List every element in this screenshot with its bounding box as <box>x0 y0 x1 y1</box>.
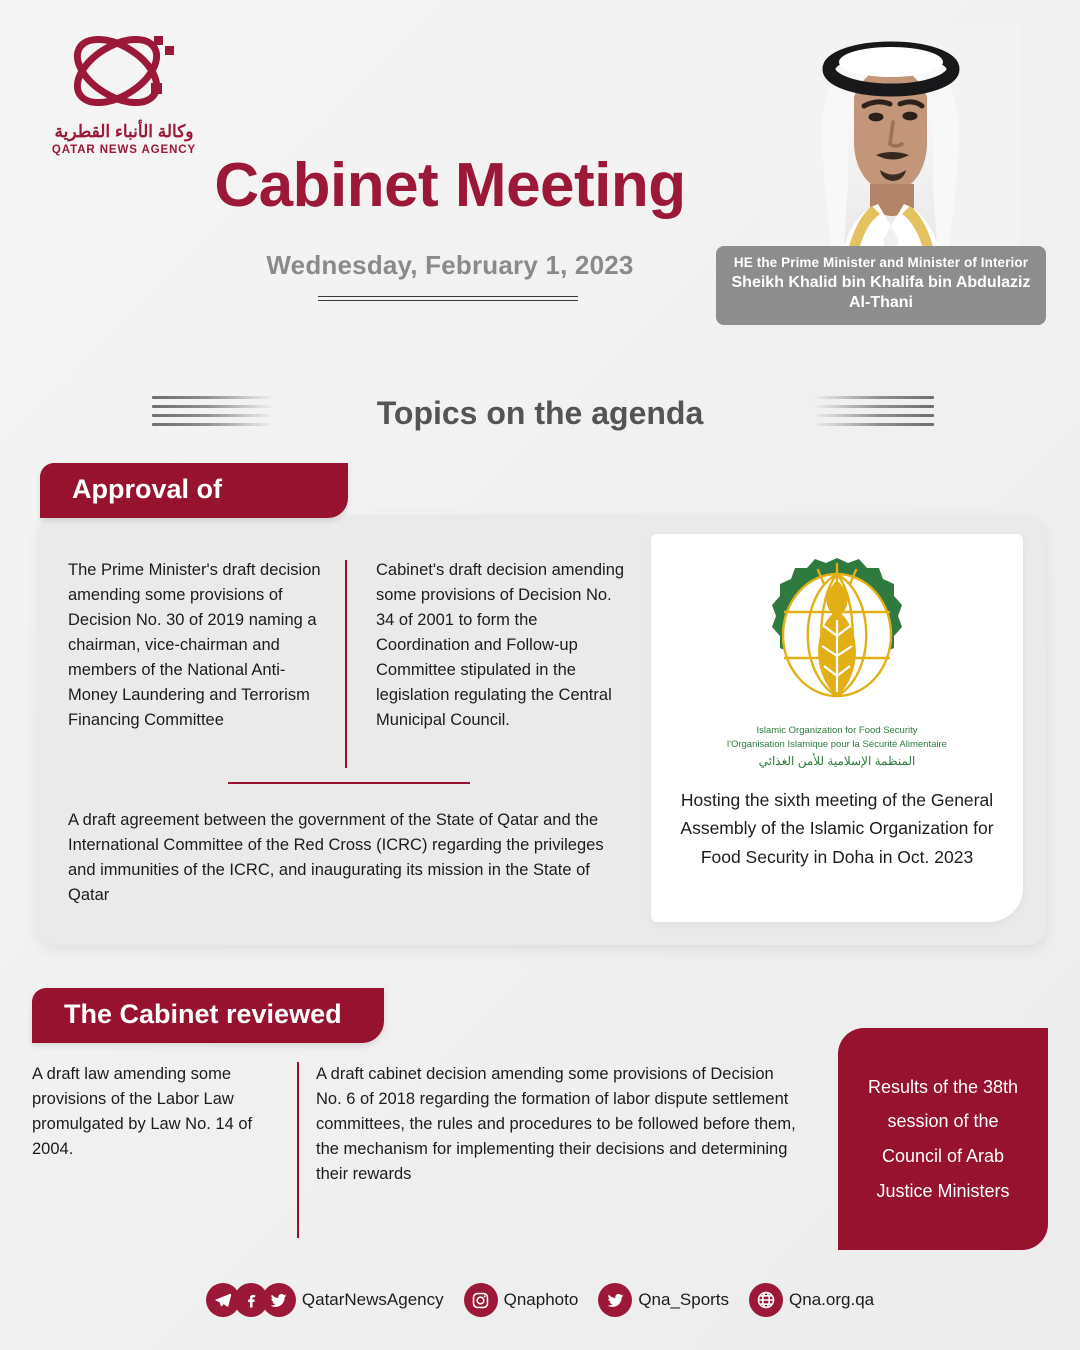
social-group-photo <box>464 1283 579 1317</box>
approval-item-1: The Prime Minister's draft decision amending some provisions of Decision No. 30 of 2019 naming a chairman, vice-chairman and members of the National Anti-Money Laundering and Terrorism Financing Committee <box>68 561 321 730</box>
reviewed-column-divider <box>297 1062 299 1238</box>
social-label-sports[interactable]: Qna_Sports <box>638 1290 730 1309</box>
portrait-prime-minister <box>760 24 1020 274</box>
iofs-name-french: l'Organisation Islamique pour la Sécurité Alimentaire <box>727 739 947 751</box>
reviewed-highlight-box: Results of the 38th session of the Council of Arab Justice Ministers <box>838 1028 1048 1250</box>
column-divider <box>345 560 347 768</box>
social-group-website <box>749 1283 874 1317</box>
meeting-date: Wednesday, February 1, 2023 <box>266 250 634 280</box>
social-label-main[interactable]: QatarNewsAgency <box>301 1290 444 1309</box>
social-group-sports <box>598 1283 729 1317</box>
globe-icon[interactable] <box>749 1283 783 1317</box>
iofs-gear-wheat-logo-icon <box>752 550 922 720</box>
logo-name-english: QATAR NEWS AGENCY <box>51 144 197 156</box>
decorative-lines-right <box>812 396 934 432</box>
reviewed-banner: The Cabinet reviewed <box>32 988 384 1043</box>
logo-name-arabic: وكالة الأنباء القطرية <box>54 122 194 141</box>
approval-item-2: Cabinet's draft decision amending some provisions of Decision No. 34 of 2001 to form the Coordination and Follow-up Committee stipulated in the legislation regulating the Central Municipal Council. <box>376 561 625 730</box>
twitter-icon[interactable] <box>598 1283 632 1317</box>
reviewed-item-2: A draft cabinet decision amending some provisions of Decision No. 6 of 2018 regarding the formation of labor dispute settlement committees, the rules and procedures to be followed before them, the mechanism for implementing their decisions and determining their rewards <box>316 1065 796 1184</box>
instagram-icon[interactable] <box>464 1283 498 1317</box>
footer-social-bar <box>0 1283 1080 1317</box>
iofs-card <box>651 534 1023 922</box>
social-label-website[interactable]: Qna.org.qa <box>789 1290 875 1309</box>
iofs-name-english: Islamic Organization for Food Security <box>756 725 918 736</box>
qna-logo <box>44 26 204 156</box>
portrait-caption <box>716 246 1046 325</box>
page-title: Cabinet Meeting <box>214 151 686 220</box>
reviewed-item-1: A draft law amending some provisions of the Labor Law promulgated by Law No. 14 of 2004. <box>32 1065 253 1159</box>
horizontal-divider <box>228 782 470 784</box>
twitter-icon[interactable] <box>262 1283 296 1317</box>
portrait-name: Sheikh Khalid bin Khalifa bin Abdulaziz Al-Thani <box>731 274 1031 312</box>
iofs-caption: Hosting the sixth meeting of the General Assembly of the Islamic Organization for Food Security in Doha in Oct. 2023 <box>680 789 994 868</box>
approval-banner: Approval of <box>40 463 348 518</box>
qna-atom-logo-icon <box>59 26 189 118</box>
approval-item-3: A draft agreement between the government of the State of Qatar and the International Committee of the Red Cross (ICRC) regarding the privileges and immunities of the ICRC, and inaugurating its mission in the State of Qatar <box>68 811 604 905</box>
date-divider <box>318 296 578 304</box>
portrait-role: HE the Prime Minister and Minister of Interior <box>733 255 1029 270</box>
iofs-name-arabic: المنظمة الإسلامية للأمن الغذائي <box>758 753 916 768</box>
social-label-photo[interactable]: Qnaphoto <box>503 1290 579 1309</box>
social-group-main <box>206 1283 444 1317</box>
agenda-heading: Topics on the agenda <box>376 395 704 431</box>
